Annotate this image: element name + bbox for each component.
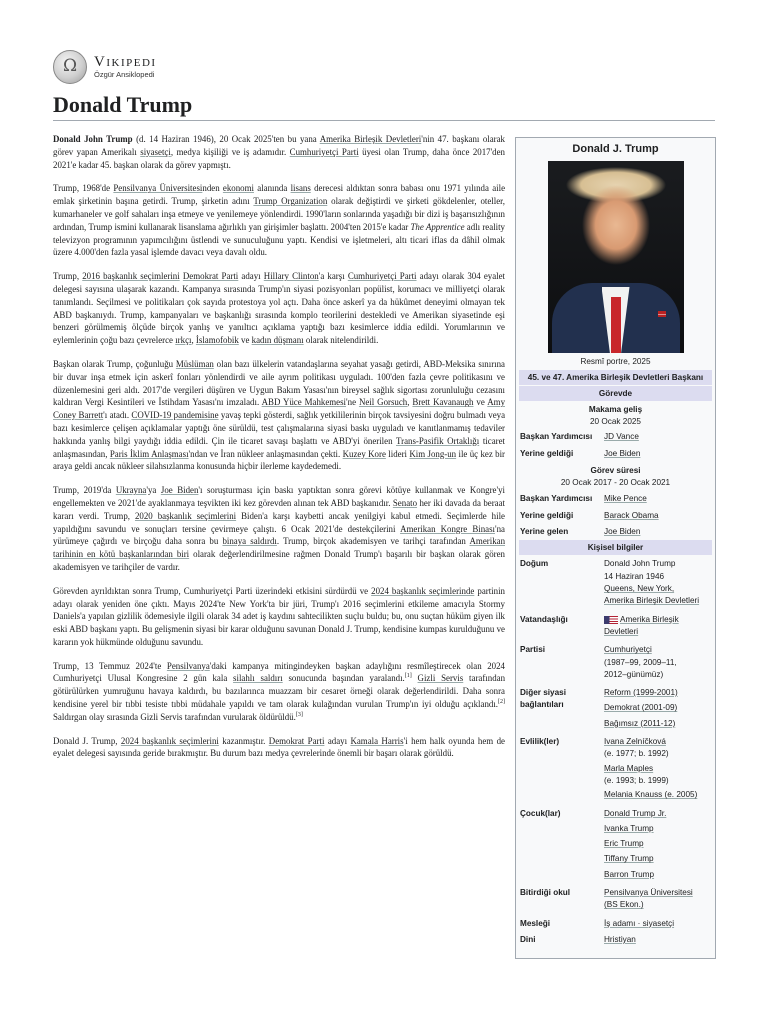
article-link[interactable]: Gizli Servis	[417, 673, 464, 684]
wikipedia-globe-icon	[53, 50, 87, 84]
article-link[interactable]: ekonomi	[222, 183, 254, 194]
succ2-label: Yerine gelen	[520, 527, 569, 537]
article-link[interactable]: Hillary Clinton	[263, 271, 319, 282]
citizenship-link[interactable]: Amerika Birleşik	[620, 614, 679, 624]
alma-link[interactable]: Pensilvanya Üniversitesi	[604, 888, 693, 898]
party-label: Partisi	[520, 645, 546, 655]
other-party-link[interactable]: Reform (1999-2001)	[604, 688, 678, 698]
child-link[interactable]: Ivanka Trump	[604, 823, 654, 833]
emphasized-text: The Apprentice	[410, 221, 465, 232]
article-link[interactable]: Amerikan Kongre Binası	[400, 523, 496, 534]
article-link[interactable]: Brett Kavanaugh	[412, 397, 474, 408]
article-link[interactable]: Trump Organization	[253, 196, 328, 207]
paragraph: Donald J. Trump, 2024 başkanlık seçimlerini kazanmıştır. Demokrat Parti adayı Kamala Harris'i hem halk oyunda hem de eyalet delegesi sayısında geride bırakmıştır. Bu durum bazı medya çevrelerinde önemli bir başarı olarak görüldü.	[53, 735, 505, 759]
article-link[interactable]: silahlı saldırı	[233, 673, 283, 684]
paragraph: Başkan olarak Trump, çoğunluğu Müslüman olan bazı ülkelerin vatandaşlarına seyahat yasağı getirdi, ABD-Meksika sınırına bir duvar inşa etmek için askerî fonları yönlendirdi ve aile ayrım politikası uyguladı. 100'den fazla çevre politikasını ve düzenlemesini geri aldı. 2017'de vergileri düşüren ve Uygun Bakım Yasası'nın bireysel sağlık sigortası zorunluluğu cezasını kaldıran Vergi Kesintileri ve İstihdam Yasası'nı imzaladı. ABD Yüce Mahkemesi'ne Neil Gorsuch, Brett Kavanaugh ve Amy Coney Barrett'ı atadı. COVID-19 pandemisine yavaş tepki gösterdi, sağlık yetkililerinin birçok tavsiyesini doğru bulmadı veya bazı kesimlerce çelişen açıklamalar yaptığı öne sürüldü, test çalışmalarına siyasi baskı uyguladı ve kanıtlanmamış tedaviler hakkında yanlış bilgi yaydığı iddia edildi. Çin ile ticaret savaşı başlattı ve ABD'yi önerilen Trans-Pasifik Ortaklığı ticaret anlaşmasından, Paris İklim Anlaşması'ndan ve İran nükleer anlaşmasından çekti. Kuzey Kore lideri Kim Jong-un ile üç kez bir araya geldi ancak nükleer silahsızlanma konusunda hiçbir ilerleme kaydedemedi.	[53, 358, 506, 472]
spouse-link[interactable]: Melania Knauss (e. 2005)	[604, 790, 698, 800]
article-link[interactable]: 2020 başkanlık seçimlerini	[134, 510, 237, 521]
article-link[interactable]: Paris İklim Anlaşması	[109, 448, 189, 459]
vp1-label: Başkan Yardımcısı	[520, 432, 593, 441]
article-link[interactable]: Kuzey Kore	[342, 448, 386, 459]
citation-link[interactable]: [1]	[404, 673, 412, 680]
term1-label: Makama geliş	[588, 405, 643, 414]
article-link[interactable]: Neil Gorsuch	[358, 397, 408, 408]
spouse-label: Evlilik(ler)	[520, 737, 560, 747]
citizenship-link-2[interactable]: Devletleri	[604, 626, 639, 636]
article-link[interactable]: COVID-19 pandemisine	[131, 410, 219, 421]
spouse-link[interactable]: Marla Maples	[604, 763, 654, 773]
emphasized-text: Donald John Trump	[53, 134, 133, 144]
party-years: (1987–99, 2009–11,	[604, 657, 677, 667]
term2-label: Görev süresi	[590, 465, 641, 475]
article-link[interactable]: 2016 başkanlık seçimlerini	[82, 271, 180, 282]
article-link[interactable]: Cumhuriyetçi Parti	[347, 271, 417, 282]
paragraph: Trump, 13 Temmuz 2024'te Pensilvanya'daki kampanya mitingindeyken başkan adaylığını resmîleştirecek olan 2024 Cumhuriyetçi Ulusal Kongresine 2 gün kala silahlı saldırı sonucunda başından yaralandı.[1] Gizli Servis tarafından götürülürken yumruğunu havaya kaldırdı, bu bazılarınca muazzam bir cesaret örneği olarak değerlendirildi. Daha sonra kendisine yerel bir tıbbi tesiste tıbbi müdahale yapıldı ve tam olarak kulağından vurulan Trump'ın iyi olduğu açıklandı.[2] Saldırgan olay sırasında Gizli Servis tarafından vurularak öldürüldü.[3]	[53, 660, 506, 722]
paragraph: Trump, 2019'da Ukrayna'ya Joe Biden'ı soruşturması için baskı yaptıktan sonra görevi kötüye kullanmak ve Kongre'yi engellemekten ve 2021'de ayaklanmaya teşvikten iki kez görevden alınan tek ABD başkanıdır. Senato her iki davada da beraat kararı verdi. Trump, 2020 başkanlık seçimlerini Biden'a karşı kaybetti ancak yenilgiyi kabul etmedi. Seçimlerde hile yapıldığını savundu ve sonuçları tersine çevirmeye çalıştı. 6 Ocak 2021'de destekçilerini Amerikan Kongre Binası'na yürümeye çağırdı ve birçoğu daha sonra bu binaya saldırdı. Trump, birçok akademisyen ve tarihçi tarafından Amerikan tarihinin en kötü başkanlarından biri olarak değerlendirilmesine rağmen Donald Trump'ı başarılı bir başkan olarak gören akademisyen ve tarihçiler de vardır.	[53, 485, 506, 572]
article-link[interactable]: Amerika Birleşik Devletleri	[319, 134, 422, 144]
pred2-label: Yerine geldiği	[520, 510, 574, 520]
party-years-2: 2012–günümüz)	[604, 669, 664, 679]
term2-dates: 20 Ocak 2017 - 20 Ocak 2021	[560, 477, 671, 487]
image-caption: Resmî portre, 2025	[580, 357, 651, 366]
article-link[interactable]: Demokrat Parti	[268, 735, 325, 746]
article-link[interactable]: Amy Coney Barrett	[53, 397, 505, 421]
occupation-link[interactable]: İş adamı · siyasetçi	[604, 918, 675, 928]
citation-link[interactable]: [2]	[498, 699, 505, 706]
page-title: Donald Trump	[53, 92, 193, 117]
article-link[interactable]: 2024 başkanlık seçimlerini	[120, 735, 219, 746]
article-link[interactable]: kadın düşmanı	[251, 335, 304, 346]
pred1-link[interactable]: Joe Biden	[604, 449, 641, 459]
birth-date: 14 Haziran 1946	[604, 571, 665, 581]
article-link[interactable]: siyasetçi	[140, 146, 171, 157]
article-link[interactable]: Senato	[392, 497, 418, 508]
article-link[interactable]: Amerikan tarihinin en kötü başkanlarından biri	[53, 536, 506, 560]
us-flag-icon	[604, 616, 618, 624]
birth-place-link[interactable]: Queens, New York,	[604, 584, 675, 594]
personal-header: Kişisel bilgiler	[519, 540, 712, 555]
article-link[interactable]: binaya saldırdı	[222, 536, 277, 547]
birth-name: Donald John Trump	[604, 559, 676, 569]
spouse-years: (e. 1993; b. 1999)	[604, 775, 669, 785]
article-body	[53, 133, 505, 771]
other-party-link[interactable]: Demokrat (2001-09)	[604, 703, 678, 713]
children-label: Çocuk(lar)	[520, 808, 561, 818]
vp1-link[interactable]: JD Vance	[604, 432, 639, 441]
article-link[interactable]: Cumhuriyetçi Parti	[289, 146, 359, 157]
article-link[interactable]: Pensilvanya	[166, 660, 210, 671]
religion-label: Dini	[520, 934, 536, 944]
term1-date: 20 Ocak 2025	[590, 417, 641, 426]
office-header[interactable]: 45. ve 47. Amerika Birleşik Devletleri Başkanı	[519, 370, 712, 385]
paragraph: Donald John Trump (d. 14 Haziran 1946), 20 Ocak 2025'ten bu yana Amerika Birleşik Devletleri'nin 47. başkanı olarak görev yapan Amerikalı siyasetçi, medya kişiliği ve iş adamıdır. Cumhuriyetçi Parti üyesi olan Trump, daha önce 2017'den 2021'e kadar 45. başkan olarak da görev yapmıştı.	[53, 134, 505, 170]
wikipedia-logo[interactable]	[53, 50, 157, 84]
article-link[interactable]: 2024 başkanlık seçimlerinde	[371, 585, 475, 596]
paragraph: Trump, 2016 başkanlık seçimlerini Demokrat Parti adayı Hillary Clinton'a karşı Cumhuriyetçi Parti adayı olarak 304 eyalet delegesi sayısına ulaşarak kazandı. Kampanya sırasında Trump'ın siyasi pozisyonları popülist, korumacı ve milliyetçi olarak tanımlandı. Seçilmesi ve politikaları çok sayıda protestoya yol açtı. Daha önce askerî ya da hükûmet deneyimi olmayan tek ABD başkanıydı. Trump, kampanyaları ve başkanlığı sırasında komplo teorilerini destekledi ve Amerikan siyasetinde eşi benzeri görülmemiş ölçüde birçok yanlış ve yanıltıcı açıklama yaptığı bazı kesimlerce iddia edildi. Yorumlarının ve eylemlerinin çoğu bazı çevrelerce ırkçı, İslamofobik ve kadın düşmanı olarak nitelendirildi.	[53, 271, 506, 346]
spouse-link[interactable]: Ivana Zelníčková	[604, 737, 666, 747]
party-link[interactable]: Cumhuriyetçi	[604, 645, 652, 655]
child-link[interactable]: Tiffany Trump	[604, 854, 654, 864]
spouse-years: (e. 1977; b. 1992)	[604, 749, 669, 759]
logo-title: Vikipedi	[94, 53, 157, 70]
article-link[interactable]: Trans-Pasifik Ortaklığı	[396, 435, 480, 446]
religion-link[interactable]: Hristiyan	[604, 934, 636, 944]
article-link[interactable]: Kim Jong-un	[409, 448, 457, 459]
article-link[interactable]: ırkçı	[175, 335, 192, 346]
child-link[interactable]: Donald Trump Jr.	[604, 808, 667, 818]
article-link[interactable]: İslamofobik	[195, 335, 239, 346]
child-link[interactable]: Barron Trump	[604, 869, 655, 879]
citation-link[interactable]: [3]	[295, 711, 303, 718]
vp2-link[interactable]: Mike Pence	[604, 493, 647, 503]
other-parties-label: Diğer siyasi bağlantıları	[520, 688, 566, 710]
logo-subtitle: Özgür Ansiklopedi	[94, 69, 155, 79]
paragraph: Trump, 1968'de Pensilvanya Üniversitesinden ekonomi alanında lisans derecesi aldıktan sonra babası onu 1971 yılında aile emlak şirketinin başına getirdi. Trump, şirketin adını Trump Organization olarak değiştirdi ve şirketi gökdelenler, oteller, kumarhaneler ve golf sahaları inşa etmeye ve yenilemeye yönlendirdi. 1990'ların sonlarında yaşadığı bir dizi iş başarısızlığının ardından, Trump ismini kullanarak lisanslama ağırlıklı yan girişimler başlattı. 2004'ten 2015'e kadar The Apprentice adlı reality televizyon programının yapımcılığını üstlendi ve sunuculuğunu yaptı. Kendisi ve işletmeleri, altı ticari iflas da dâhil olmak üzere 4.000'den fazla yasal işlemde davacı veya davalı oldu.	[53, 183, 506, 258]
article-link[interactable]: Ukrayna	[115, 485, 147, 496]
official-portrait[interactable]	[548, 161, 684, 353]
article-link[interactable]: Joe Biden	[160, 485, 199, 496]
other-party-link[interactable]: Bağımsız (2011-12)	[604, 718, 676, 728]
article-link[interactable]: Demokrat Parti	[182, 271, 239, 282]
title-divider	[53, 120, 715, 121]
alma-degree[interactable]: (BS Ekon.)	[604, 900, 644, 910]
pred1-label: Yerine geldiği	[520, 449, 574, 459]
succ2-link[interactable]: Joe Biden	[604, 527, 641, 537]
occupation-label: Mesleği	[520, 918, 551, 928]
term-header: Görevde	[519, 386, 712, 401]
article-link[interactable]: Kamala Harris	[350, 735, 404, 746]
infobox-title: Donald J. Trump	[572, 143, 659, 155]
birth-label: Doğum	[520, 559, 549, 569]
alma-label: Bitirdiği okul	[520, 888, 571, 898]
child-link[interactable]: Eric Trump	[604, 839, 644, 849]
article-link[interactable]: Pensilvanya Üniversitesi	[113, 183, 203, 194]
article-link[interactable]: lisans	[290, 183, 311, 194]
citizenship-label: Vatandaşlığı	[520, 614, 568, 624]
pred2-link[interactable]: Barack Obama	[604, 510, 659, 520]
infobox	[515, 137, 716, 959]
birth-country-link[interactable]: Amerika Birleşik Devletleri	[604, 596, 700, 606]
article-link[interactable]: Müslüman	[175, 358, 214, 369]
paragraph: Görevden ayrıldıktan sonra Trump, Cumhuriyetçi Parti üzerindeki etkisini sürdürdü ve 2024 başkanlık seçimlerinde partinin adayı olarak yeniden öne çıktı. Mayıs 2024'te New York'ta bir jüri, Trump'ı 2016 seçimlerini etkileme amacıyla Stormy Daniels'a yapılan gizlilik ödemesiyle ilgili olarak 34 adet iş kaydını sahtecilikten suçlu buldu; bu, onu suçtan hüküm giyen ilk eski ABD başkanı yaptı. Bu gelişmenin siyasi bir karar olduğunu savunan Donald J. Trump, kendisine kumpas kurulduğunu ve kararın yok hükmünde olduğunu savundu.	[53, 585, 505, 647]
vp2-label: Başkan Yardımcısı	[520, 493, 593, 503]
article-link[interactable]: ABD Yüce Mahkemesi	[261, 397, 347, 408]
